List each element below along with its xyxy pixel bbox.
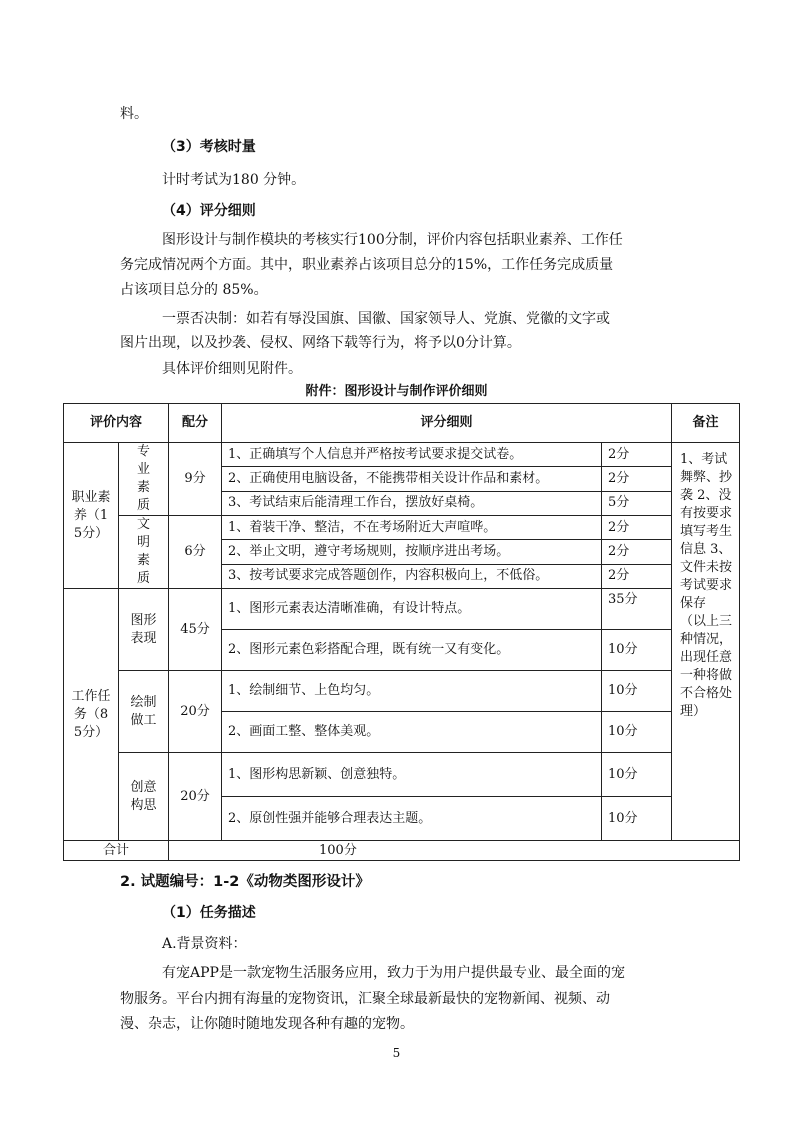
criteria-cell: 2、举止文明，遵守考场规则，按顺序进出考场。 bbox=[222, 540, 602, 564]
points-cell: 10分 bbox=[602, 630, 672, 671]
total-label: 合计 bbox=[64, 841, 169, 861]
points-cell: 2分 bbox=[602, 540, 672, 564]
points-cell: 2分 bbox=[602, 564, 672, 588]
points-cell: 10分 bbox=[602, 797, 672, 841]
total-value: 100分 bbox=[169, 841, 740, 861]
points-cell: 2分 bbox=[602, 443, 672, 467]
evaluation-table bbox=[63, 403, 740, 861]
score-cell: 45分 bbox=[169, 589, 222, 671]
subgroup-cell: 文明素质 bbox=[119, 516, 169, 589]
table-row bbox=[64, 671, 740, 712]
table-header: 配分 bbox=[169, 404, 222, 443]
text-line: 图形设计与制作模块的考核实行100分制，评价内容包括职业素养、工作任 bbox=[162, 232, 623, 248]
text-line: 占该项目总分的 85%。 bbox=[120, 282, 268, 298]
criteria-cell: 1、正确填写个人信息并严格按考试要求提交试卷。 bbox=[222, 443, 602, 467]
section-heading: （4）评分细则 bbox=[162, 203, 256, 219]
text-line: 图片出现，以及抄袭、侵权、网络下载等行为，将予以0分计算。 bbox=[120, 335, 521, 351]
table-header: 评价内容 bbox=[64, 404, 169, 443]
criteria-cell: 1、绘制细节、上色均匀。 bbox=[222, 671, 602, 712]
text-line: 计时考试为180 分钟。 bbox=[162, 172, 306, 188]
text-line: 物服务。平台内拥有海量的宠物资讯，汇聚全球最新最快的宠物新闻、视频、动 bbox=[120, 991, 610, 1007]
points-cell: 10分 bbox=[602, 671, 672, 712]
table-row bbox=[64, 443, 740, 467]
criteria-cell: 2、画面工整、整体美观。 bbox=[222, 712, 602, 753]
criteria-cell: 2、正确使用电脑设备，不能携带相关设计作品和素材。 bbox=[222, 467, 602, 491]
table-row bbox=[64, 753, 740, 797]
text-line: 料。 bbox=[120, 106, 148, 122]
criteria-cell: 1、着装干净、整洁，不在考场附近大声喧哗。 bbox=[222, 516, 602, 540]
score-cell: 6分 bbox=[169, 516, 222, 589]
section-title: 2. 试题编号：1-2《动物类图形设计》 bbox=[120, 874, 370, 890]
section-heading: （3）考核时量 bbox=[162, 139, 256, 155]
table-header: 备注 bbox=[672, 404, 740, 443]
text-line: 有宠APP是一款宠物生活服务应用，致力于为用户提供最专业、最全面的宠 bbox=[162, 965, 625, 981]
points-cell: 10分 bbox=[602, 753, 672, 797]
score-cell: 9分 bbox=[169, 443, 222, 516]
page-number: 5 bbox=[392, 1046, 401, 1060]
criteria-cell: 3、按考试要求完成答题创作，内容积极向上，不低俗。 bbox=[222, 564, 602, 588]
criteria-cell: 1、图形元素表达清晰准确，有设计特点。 bbox=[222, 589, 602, 630]
criteria-cell: 1、图形构思新颖、创意独特。 bbox=[222, 753, 602, 797]
text-line: A.背景资料： bbox=[162, 936, 247, 952]
table-row bbox=[64, 516, 740, 540]
criteria-cell: 2、原创性强并能够合理表达主题。 bbox=[222, 797, 602, 841]
subgroup-cell: 图形表现 bbox=[119, 589, 169, 671]
text-line: 务完成情况两个方面。其中，职业素养占该项目总分的15%，工作任务完成质量 bbox=[120, 257, 614, 273]
table-header: 评分细则 bbox=[222, 404, 672, 443]
score-cell: 20分 bbox=[169, 753, 222, 841]
text-line: 漫、杂志，让你随时随地发现各种有趣的宠物。 bbox=[120, 1016, 414, 1032]
points-cell: 5分 bbox=[602, 491, 672, 515]
section-heading: （1）任务描述 bbox=[162, 905, 256, 921]
subgroup-cell: 创意构思 bbox=[119, 753, 169, 841]
note-cell: 1、考试舞弊、抄袭 2、没有按要求填写考生信息 3、文件未按考试要求保存 （以上三种情况，出现任意一种将做不合格处理） bbox=[672, 443, 740, 841]
table-header-row bbox=[64, 404, 740, 443]
points-cell: 2分 bbox=[602, 516, 672, 540]
points-cell: 10分 bbox=[602, 712, 672, 753]
points-cell: 35分 bbox=[602, 589, 672, 630]
subgroup-cell: 专业素质 bbox=[119, 443, 169, 516]
group-cell: 工作任务（85分） bbox=[64, 589, 119, 841]
criteria-cell: 3、考试结束后能清理工作台，摆放好桌椅。 bbox=[222, 491, 602, 515]
table-total-row bbox=[64, 841, 740, 861]
points-cell: 2分 bbox=[602, 467, 672, 491]
table-row bbox=[64, 589, 740, 630]
table-caption: 附件：图形设计与制作评价细则 bbox=[305, 384, 488, 399]
criteria-cell: 2、图形元素色彩搭配合理，既有统一又有变化。 bbox=[222, 630, 602, 671]
group-cell: 职业素养（15分） bbox=[64, 443, 119, 589]
subgroup-cell: 绘制做工 bbox=[119, 671, 169, 753]
text-line: 具体评价细则见附件。 bbox=[162, 361, 302, 377]
text-line: 一票否决制：如若有辱没国旗、国徽、国家领导人、党旗、党徽的文字或 bbox=[162, 311, 610, 327]
score-cell: 20分 bbox=[169, 671, 222, 753]
